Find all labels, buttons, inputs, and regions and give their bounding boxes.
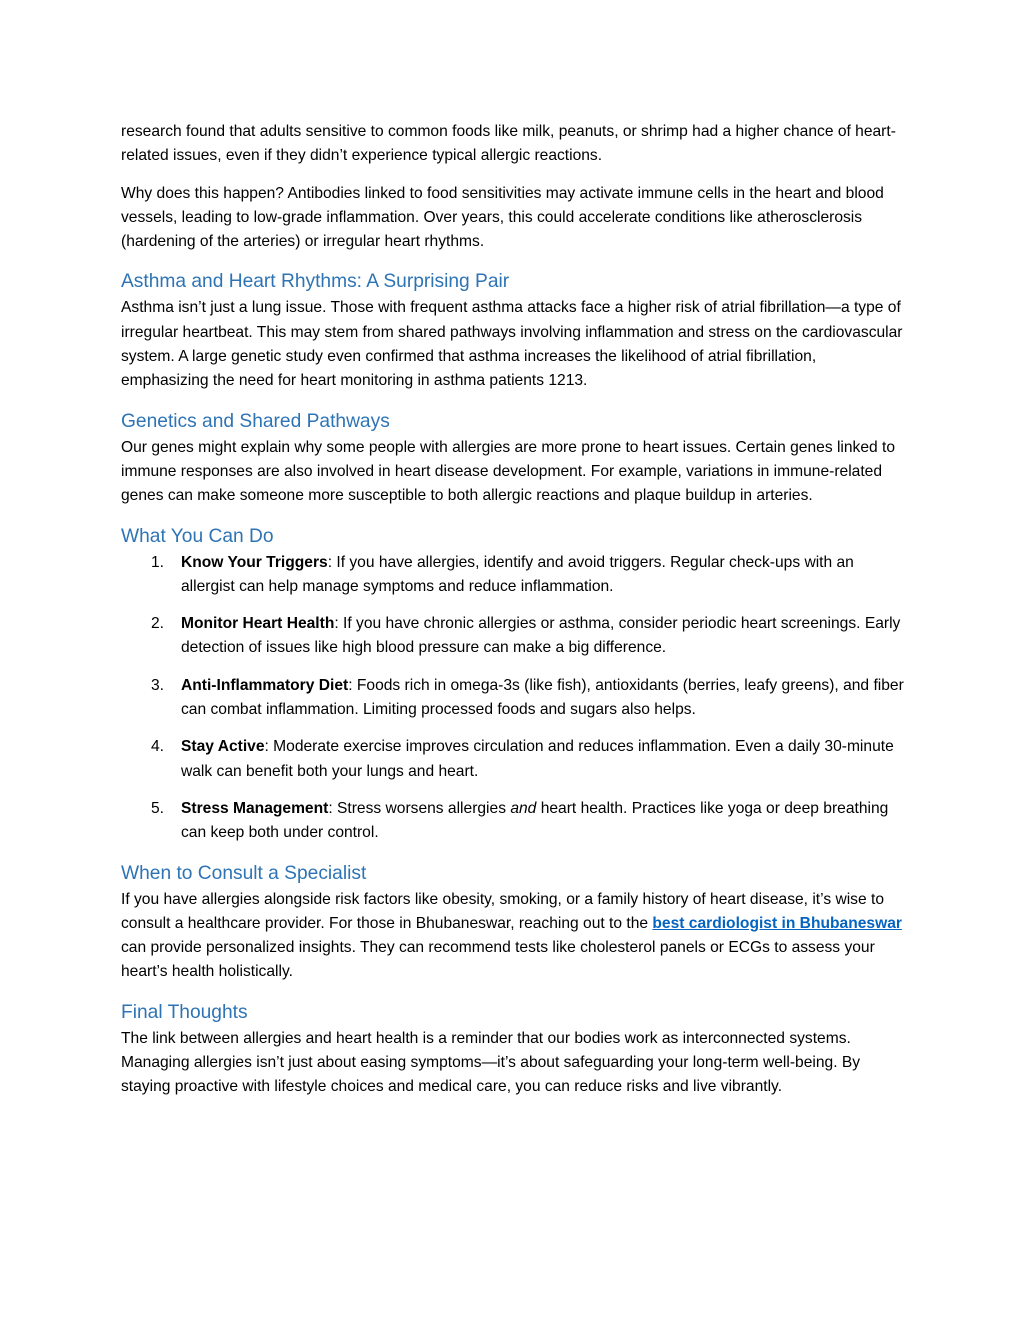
list-item-number: 3.: [151, 676, 165, 694]
list-item-text: : Stress worsens allergies: [328, 799, 511, 817]
what-you-can-do-heading: What You Can Do: [121, 525, 274, 547]
specialist-heading: When to Consult a Specialist: [121, 862, 367, 884]
final-thoughts-paragraph: The link between allergies and heart health is a reminder that our bodies work as interconnected systems. Managing allergies isn’t just about easing symptoms—it’s about safeguarding your long-term well-being. By staying proactive with lifestyle choices and medical care, you can reduce risks and live vibrantly.: [121, 1029, 861, 1096]
list-item-title: Know Your Triggers: [181, 553, 328, 571]
genetics-heading: Genetics and Shared Pathways: [121, 410, 390, 432]
cardiologist-link[interactable]: best cardiologist in Bhubaneswar: [652, 914, 902, 932]
intro-paragraph-1: research found that adults sensitive to common foods like milk, peanuts, or shrimp had a higher chance of heart-related issues, even if they didn’t experience typical allergic reactions.: [121, 123, 896, 165]
asthma-heading: Asthma and Heart Rhythms: A Surprising Pair: [121, 271, 510, 293]
list-item: [121, 735, 906, 784]
list-item-title: Stay Active: [181, 738, 265, 756]
list-item-number: 5.: [151, 799, 165, 817]
list-item: [121, 797, 906, 846]
list-item: [121, 551, 906, 600]
list-item-title: Anti-Inflammatory Diet: [181, 676, 349, 694]
list-item-text: : If you have allergies, identify and avoid triggers. Regular check-ups with an allergist can help manage symptoms and reduce inflammation.: [181, 553, 854, 595]
list-item-number: 1.: [151, 553, 165, 571]
list-item-emphasis: and: [510, 799, 537, 817]
specialist-text-after: can provide personalized insights. They can recommend tests like cholesterol panels or ECGs to assess your heart’s health holistically.: [121, 939, 875, 981]
genetics-paragraph: Our genes might explain why some people with allergies are more prone to heart issues. Certain genes linked to immune responses are also involved in heart disease development. For example, variations in immune-related genes can make someone more susceptible to both allergic reactions and plaque buildup in arteries.: [121, 438, 896, 505]
list-item: [121, 612, 906, 661]
document-page: [121, 120, 906, 1113]
specialist-paragraph: [121, 888, 906, 985]
tips-list: [121, 551, 906, 846]
intro-paragraph-2: Why does this happen? Antibodies linked to food sensitivities may activate immune cells in the heart and blood vessels, leading to low-grade inflammation. Over years, this could accelerate conditions like atherosclerosis (hardening of the arteries) or irregular heart rhythms.: [121, 184, 884, 251]
list-item-number: 4.: [151, 738, 165, 756]
list-item-number: 2.: [151, 615, 165, 633]
list-item-text: : If you have chronic allergies or asthma, consider periodic heart screenings. Early detection of issues like high blood pressure can make a big difference.: [181, 615, 901, 657]
list-item-text: : Moderate exercise improves circulation and reduces inflammation. Even a daily 30-minute walk can benefit both your lungs and heart.: [181, 738, 894, 780]
final-thoughts-heading: Final Thoughts: [121, 1001, 248, 1023]
list-item-text: : Foods rich in omega-3s (like fish), antioxidants (berries, leafy greens), and fiber can combat inflammation. Limiting processed foods and sugars also helps.: [181, 676, 904, 719]
list-item: [121, 674, 906, 723]
list-item-title: Stress Management: [181, 799, 329, 817]
specialist-text-before: If you have allergies alongside risk factors like obesity, smoking, or a family history of heart disease, it’s wise to consult a healthcare provider. For those in Bhubaneswar, reaching out to the: [121, 890, 884, 932]
asthma-paragraph: Asthma isn’t just a lung issue. Those with frequent asthma attacks face a higher risk of atrial fibrillation—a type of irregular heartbeat. This may stem from shared pathways involving inflammation and stress on the cardiovascular system. A large genetic study even confirmed that asthma increases the likelihood of atrial fibrillation, emphasizing the need for heart monitoring in asthma patients 1213.: [121, 299, 903, 390]
list-item-text: heart health. Practices like yoga or deep breathing can keep both under control.: [181, 799, 889, 842]
list-item-title: Monitor Heart Health: [181, 615, 335, 633]
